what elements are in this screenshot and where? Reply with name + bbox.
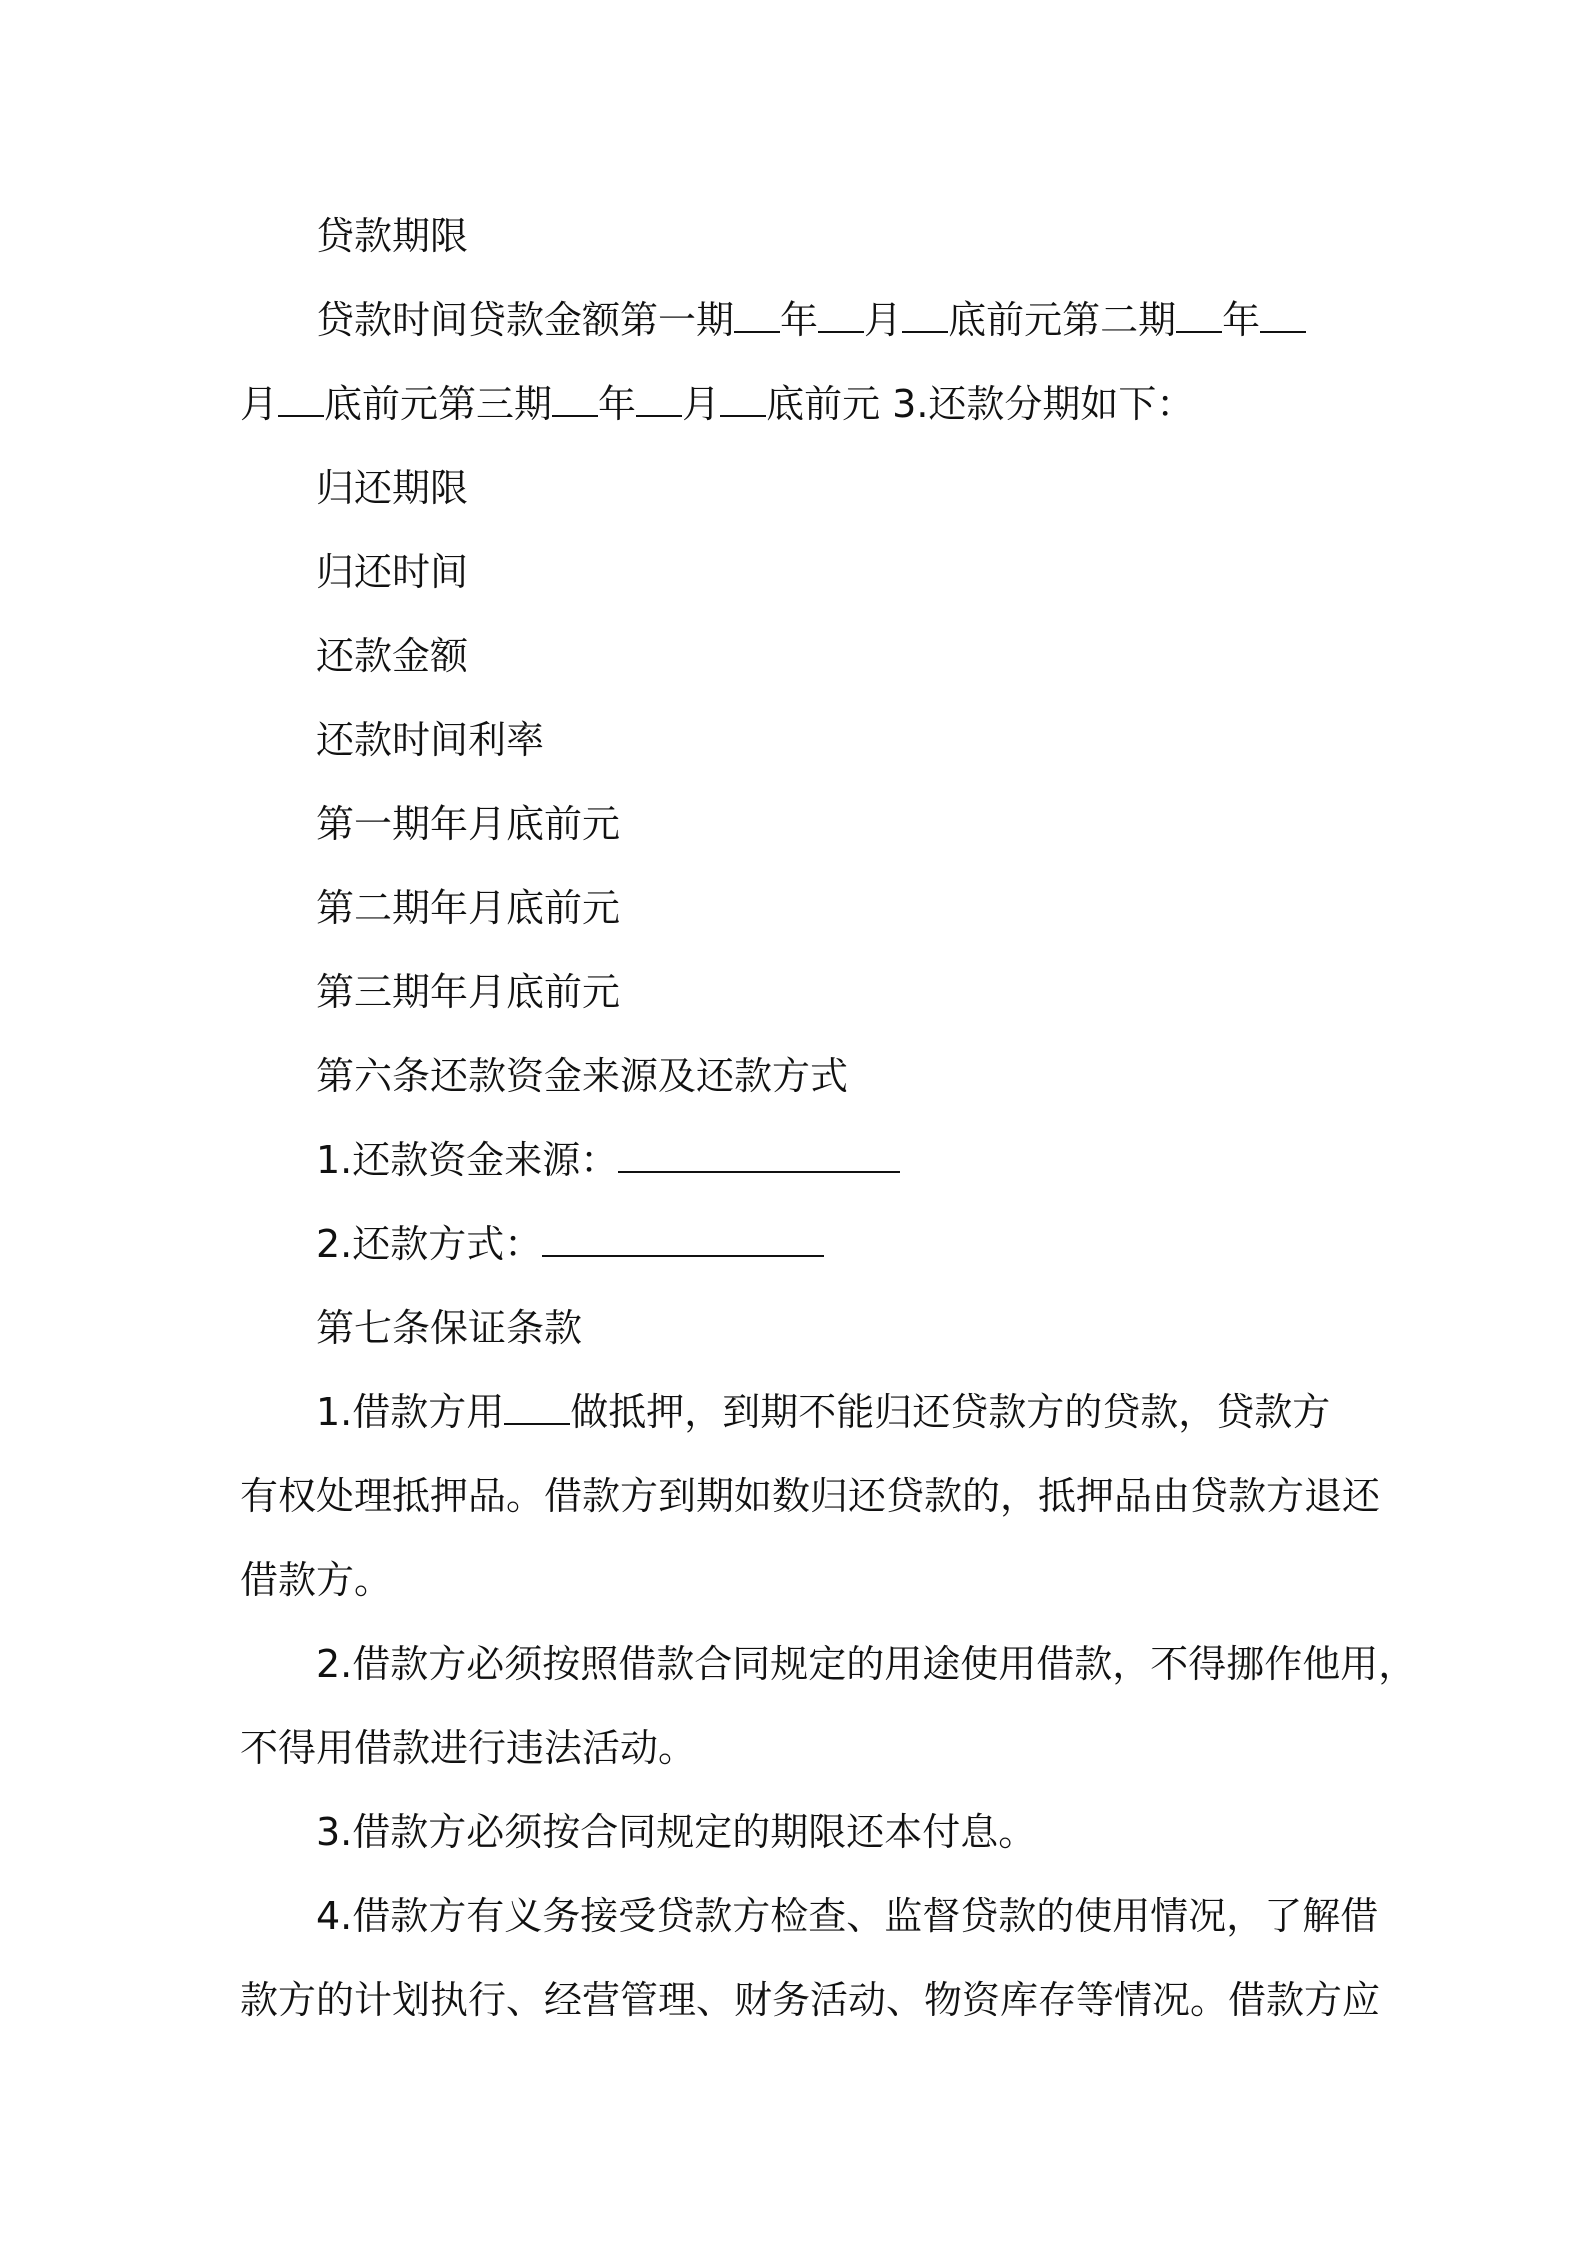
clause-1-line-2: 有权处理抵押品。借款方到期如数归还贷款的，抵押品由贷款方退还 — [240, 1474, 1381, 1518]
period-1-year-blank — [734, 295, 780, 333]
loan-schedule-line-2 — [240, 378, 1194, 430]
period-2-year-blank — [1176, 295, 1222, 333]
funding-source-blank — [618, 1135, 900, 1173]
repayment-intro: 3.还款分期如下： — [880, 382, 1195, 426]
month-word: 月 — [682, 382, 721, 426]
year-word: 年 — [598, 382, 637, 426]
repayment-method-blank — [542, 1219, 824, 1257]
period-1-day-blank — [902, 295, 948, 333]
month-word: 月 — [864, 298, 903, 342]
period-2-month-blank — [1260, 295, 1306, 333]
clause-4-line-1: 4.借款方有义务接受贷款方检查、监督贷款的使用情况，了解借 — [316, 1894, 1379, 1938]
before-end-word: 底前元 — [324, 382, 439, 426]
clause-3: 3.借款方必须按合同规定的期限还本付息。 — [316, 1810, 1037, 1854]
funding-source-line — [316, 1134, 900, 1186]
period-3-row: 第三期年月底前元 — [316, 970, 621, 1014]
repay-amount-heading: 还款金额 — [316, 634, 469, 678]
clause-4-line-2: 款方的计划执行、经营管理、财务活动、物资库存等情况。借款方应 — [240, 1978, 1381, 2022]
period-1-label: 第一期 — [620, 298, 735, 342]
year-word: 年 — [1222, 298, 1261, 342]
period-2-label: 第二期 — [1062, 298, 1177, 342]
repay-time-rate-heading: 还款时间利率 — [316, 718, 545, 762]
repayment-method-label: 2.还款方式： — [316, 1222, 543, 1266]
before-end-word: 底前元 — [766, 382, 881, 426]
article-6-title: 第六条还款资金来源及还款方式 — [316, 1054, 849, 1098]
repay-term-heading: 归还期限 — [316, 466, 469, 510]
repay-time-heading: 归还时间 — [316, 550, 469, 594]
loan-schedule-line-1 — [316, 294, 1306, 346]
article-7-title: 第七条保证条款 — [316, 1306, 583, 1350]
loan-term-heading: 贷款期限 — [316, 214, 469, 258]
before-end-word: 底前元 — [948, 298, 1063, 342]
period-2-row: 第二期年月底前元 — [316, 886, 621, 930]
period-3-month-blank — [636, 379, 682, 417]
period-3-label: 第三期 — [438, 382, 553, 426]
clause-1-rest: 做抵押，到期不能归还贷款方的贷款，贷款方 — [570, 1390, 1331, 1434]
clause-2-line-2: 不得用借款进行违法活动。 — [240, 1726, 697, 1770]
repayment-method-line — [316, 1218, 824, 1270]
clause-1-start: 1.借款方用 — [316, 1390, 505, 1434]
period-1-row: 第一期年月底前元 — [316, 802, 621, 846]
funding-source-label: 1.还款资金来源： — [316, 1138, 619, 1182]
period-3-year-blank — [552, 379, 598, 417]
collateral-blank — [504, 1387, 570, 1425]
period-1-month-blank — [818, 295, 864, 333]
period-2-day-blank — [278, 379, 324, 417]
year-word: 年 — [780, 298, 819, 342]
clause-2-line-1: 2.借款方必须按照借款合同规定的用途使用借款，不得挪作他用， — [316, 1642, 1417, 1686]
clause-1-line-1 — [316, 1386, 1330, 1438]
loan-schedule-label: 贷款时间贷款金额 — [316, 298, 621, 342]
period-3-day-blank — [720, 379, 766, 417]
month-word: 月 — [240, 382, 279, 426]
clause-1-line-3: 借款方。 — [240, 1558, 393, 1602]
